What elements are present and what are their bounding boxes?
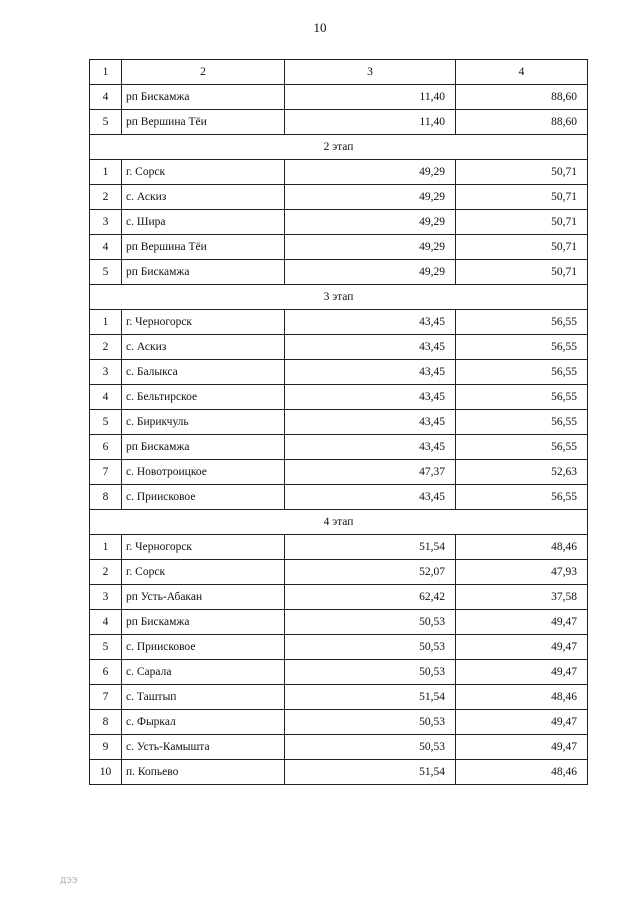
table-cell: 11,40 [285, 110, 456, 135]
table-cell: 43,45 [285, 410, 456, 435]
table-cell: 62,42 [285, 585, 456, 610]
table-cell: 2 [90, 335, 122, 360]
table-cell: г. Сорск [122, 560, 285, 585]
table-cell: 43,45 [285, 485, 456, 510]
table-row [90, 735, 588, 760]
table-cell: 3 [90, 585, 122, 610]
table-row [90, 760, 588, 785]
table-cell: 51,54 [285, 685, 456, 710]
table-row [90, 535, 588, 560]
table-row [90, 560, 588, 585]
table-cell: 49,29 [285, 210, 456, 235]
table-cell: 6 [90, 435, 122, 460]
table-cell: рп Вершина Тёи [122, 110, 285, 135]
table-cell: 56,55 [456, 385, 588, 410]
table-cell: 8 [90, 710, 122, 735]
table-row [90, 235, 588, 260]
table-cell: 47,37 [285, 460, 456, 485]
table-row [90, 435, 588, 460]
footer-mark: ДЭЭ [60, 876, 78, 885]
table-cell: 52,07 [285, 560, 456, 585]
table-cell: г. Черногорск [122, 535, 285, 560]
table-row [90, 185, 588, 210]
stage-row [90, 285, 588, 310]
table-cell: рп Вершина Тёи [122, 235, 285, 260]
table-cell: рп Усть-Абакан [122, 585, 285, 610]
table-cell: 4 [90, 385, 122, 410]
table-row [90, 385, 588, 410]
table-row [90, 685, 588, 710]
table-cell: 47,93 [456, 560, 588, 585]
table-cell: 48,46 [456, 685, 588, 710]
header-cell-1: 1 [90, 60, 122, 85]
page-number: 10 [313, 20, 327, 35]
table-row [90, 460, 588, 485]
table-cell: 50,53 [285, 735, 456, 760]
table-cell: 51,54 [285, 760, 456, 785]
stage-title: 3 этап [90, 285, 588, 310]
table-cell: 3 [90, 210, 122, 235]
table-cell: 5 [90, 110, 122, 135]
table-cell: 49,29 [285, 235, 456, 260]
table-row [90, 335, 588, 360]
table-cell: 7 [90, 460, 122, 485]
table-cell: 49,47 [456, 710, 588, 735]
header-cell-4: 4 [456, 60, 588, 85]
table-cell: 43,45 [285, 385, 456, 410]
table-row [90, 260, 588, 285]
table-cell: с. Приисковое [122, 635, 285, 660]
table-cell: рп Бискамжа [122, 610, 285, 635]
table-cell: 48,46 [456, 760, 588, 785]
table-cell: 4 [90, 85, 122, 110]
table-cell: 50,71 [456, 185, 588, 210]
table-cell: 43,45 [285, 335, 456, 360]
table-row [90, 85, 588, 110]
table-cell: рп Бискамжа [122, 435, 285, 460]
table-cell: 9 [90, 735, 122, 760]
header-row [90, 60, 588, 85]
table-row [90, 110, 588, 135]
stage-row [90, 135, 588, 160]
stage-title: 4 этап [90, 510, 588, 535]
table-cell: 5 [90, 410, 122, 435]
table-cell: г. Сорск [122, 160, 285, 185]
table-cell: 49,47 [456, 635, 588, 660]
table-cell: 10 [90, 760, 122, 785]
table-cell: 43,45 [285, 310, 456, 335]
table-cell: 4 [90, 235, 122, 260]
table-cell: 49,29 [285, 260, 456, 285]
table-cell: 56,55 [456, 360, 588, 385]
table-cell: 50,71 [456, 235, 588, 260]
table-cell: 50,71 [456, 160, 588, 185]
table-cell: 43,45 [285, 360, 456, 385]
table-cell: рп Бискамжа [122, 85, 285, 110]
table-cell: 50,71 [456, 260, 588, 285]
table-cell: с. Усть-Камышта [122, 735, 285, 760]
table-row [90, 660, 588, 685]
table-row [90, 410, 588, 435]
table-cell: 1 [90, 160, 122, 185]
table-cell: 8 [90, 485, 122, 510]
stage-title: 2 этап [90, 135, 588, 160]
table-cell: 5 [90, 635, 122, 660]
table-cell: 37,58 [456, 585, 588, 610]
table-cell: 49,47 [456, 610, 588, 635]
header-cell-3: 3 [285, 60, 456, 85]
table-cell: 4 [90, 610, 122, 635]
table-cell: п. Копьево [122, 760, 285, 785]
table-row [90, 210, 588, 235]
table-cell: 6 [90, 660, 122, 685]
table-cell: 50,53 [285, 635, 456, 660]
table-cell: 50,71 [456, 210, 588, 235]
table-cell: 49,29 [285, 185, 456, 210]
table-cell: 49,47 [456, 660, 588, 685]
table-cell: 7 [90, 685, 122, 710]
stage-row [90, 510, 588, 535]
table-cell: с. Новотроицкое [122, 460, 285, 485]
table-cell: 50,53 [285, 710, 456, 735]
table-cell: 43,45 [285, 435, 456, 460]
table-cell: 50,53 [285, 660, 456, 685]
table-row [90, 710, 588, 735]
table-cell: с. Аскиз [122, 335, 285, 360]
table-cell: 88,60 [456, 110, 588, 135]
table-cell: с. Сарала [122, 660, 285, 685]
table-body [90, 60, 588, 785]
table-cell: 1 [90, 310, 122, 335]
table-cell: 56,55 [456, 335, 588, 360]
table-cell: с. Балыкса [122, 360, 285, 385]
table-cell: г. Черногорск [122, 310, 285, 335]
table-row [90, 585, 588, 610]
table-cell: 51,54 [285, 535, 456, 560]
table-cell: 48,46 [456, 535, 588, 560]
table-cell: с. Фыркал [122, 710, 285, 735]
table-row [90, 635, 588, 660]
table-cell: 56,55 [456, 485, 588, 510]
table-row [90, 310, 588, 335]
table-row [90, 160, 588, 185]
table-cell: 5 [90, 260, 122, 285]
table-cell: 56,55 [456, 410, 588, 435]
table-cell: 52,63 [456, 460, 588, 485]
table-cell: 2 [90, 560, 122, 585]
table-cell: с. Приисковое [122, 485, 285, 510]
header-cell-2: 2 [122, 60, 285, 85]
table-cell: с. Аскиз [122, 185, 285, 210]
table-cell: 88,60 [456, 85, 588, 110]
table-cell: 3 [90, 360, 122, 385]
table-cell: 49,47 [456, 735, 588, 760]
table-cell: 56,55 [456, 310, 588, 335]
table-row [90, 485, 588, 510]
table-cell: 50,53 [285, 610, 456, 635]
table-row [90, 610, 588, 635]
table-cell: с. Бирикчуль [122, 410, 285, 435]
table-cell: 1 [90, 535, 122, 560]
data-table [89, 59, 588, 785]
table-row [90, 360, 588, 385]
table-cell: с. Таштып [122, 685, 285, 710]
table-cell: 56,55 [456, 435, 588, 460]
table-cell: рп Бискамжа [122, 260, 285, 285]
table-cell: 49,29 [285, 160, 456, 185]
table-cell: с. Бельтирское [122, 385, 285, 410]
table-cell: с. Шира [122, 210, 285, 235]
table-cell: 11,40 [285, 85, 456, 110]
table-cell: 2 [90, 185, 122, 210]
